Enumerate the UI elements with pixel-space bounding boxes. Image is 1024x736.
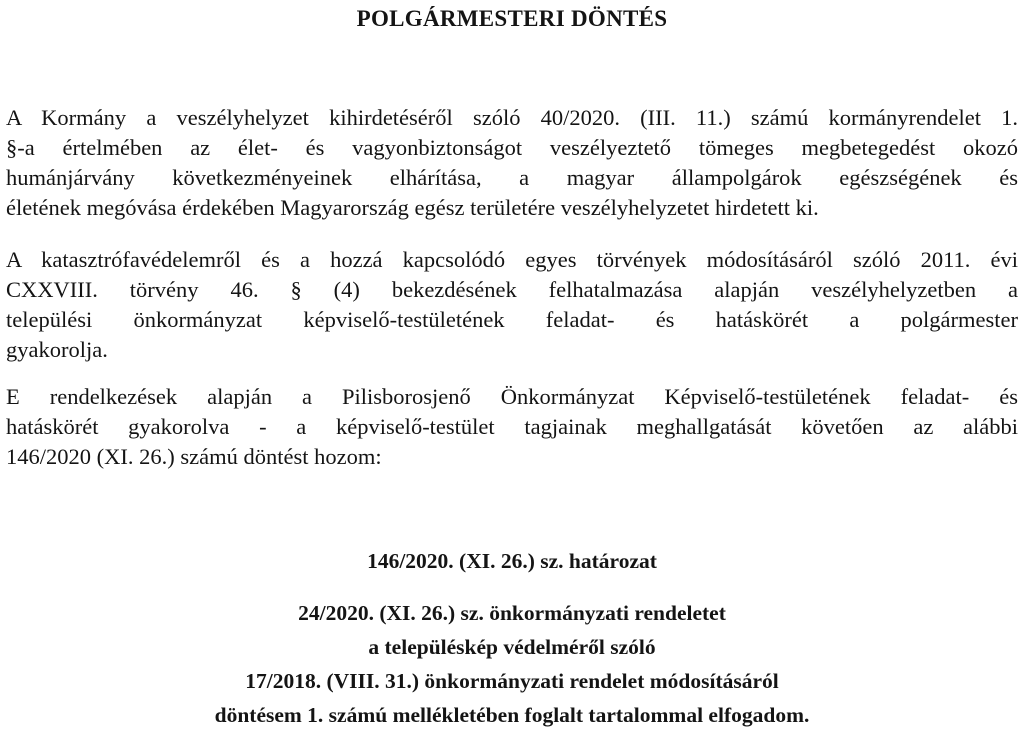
paragraph-line: hatáskörét gyakorolva - a képviselő-testület tagjainak meghallgatását követően az alábbi	[6, 414, 1018, 439]
decision-heading: 146/2020. (XI. 26.) sz. határozat	[367, 549, 657, 573]
paragraph-legal-basis	[6, 245, 1018, 365]
paragraph-line: A Kormány a veszélyhelyzet kihirdetéséről szóló 40/2020. (III. 11.) számú kormányrendelet 1.	[6, 105, 1018, 130]
paragraph-line: települési önkormányzat képviselő-testületének feladat- és hatáskörét a polgármester	[6, 307, 1018, 332]
paragraph-line: A katasztrófavédelemről és a hozzá kapcsolódó egyes törvények módosításáról szóló 2011. évi	[6, 247, 1018, 272]
decision-text	[0, 596, 1024, 732]
paragraph-government-decree	[6, 103, 1018, 223]
decision-line: 24/2020. (XI. 26.) sz. önkormányzati rendeletet	[298, 601, 726, 625]
decision-line: 17/2018. (VIII. 31.) önkormányzati rendelet módosításáról	[245, 669, 779, 693]
paragraph-line: életének megóvása érdekében Magyarország egész területére veszélyhelyzetet hirdetett ki.	[6, 195, 819, 220]
decision-line: döntésem 1. számú mellékletében foglalt tartalommal elfogadom.	[214, 703, 810, 727]
paragraph-line: humánjárvány következményeinek elhárítása, a magyar állampolgárok egészségének és	[6, 165, 1018, 190]
document-title: POLGÁRMESTERI DÖNTÉS	[356, 6, 668, 31]
paragraph-line: E rendelkezések alapján a Pilisborosjenő Önkormányzat Képviselő-testületének feladat- és	[6, 384, 1018, 409]
paragraph-line: 146/2020 (XI. 26.) számú döntést hozom:	[6, 444, 382, 469]
paragraph-line: CXXVIII. törvény 46. § (4) bekezdésének felhatalmazása alapján veszélyhelyzetben a	[6, 277, 1018, 302]
decision-line: a településkép védelméről szóló	[368, 635, 656, 659]
paragraph-line: §-a értelmében az élet- és vagyonbiztonságot veszélyeztető tömeges megbetegedést okozó	[6, 135, 1018, 160]
paragraph-decision-intro	[6, 382, 1018, 472]
paragraph-line: gyakorolja.	[6, 337, 108, 362]
